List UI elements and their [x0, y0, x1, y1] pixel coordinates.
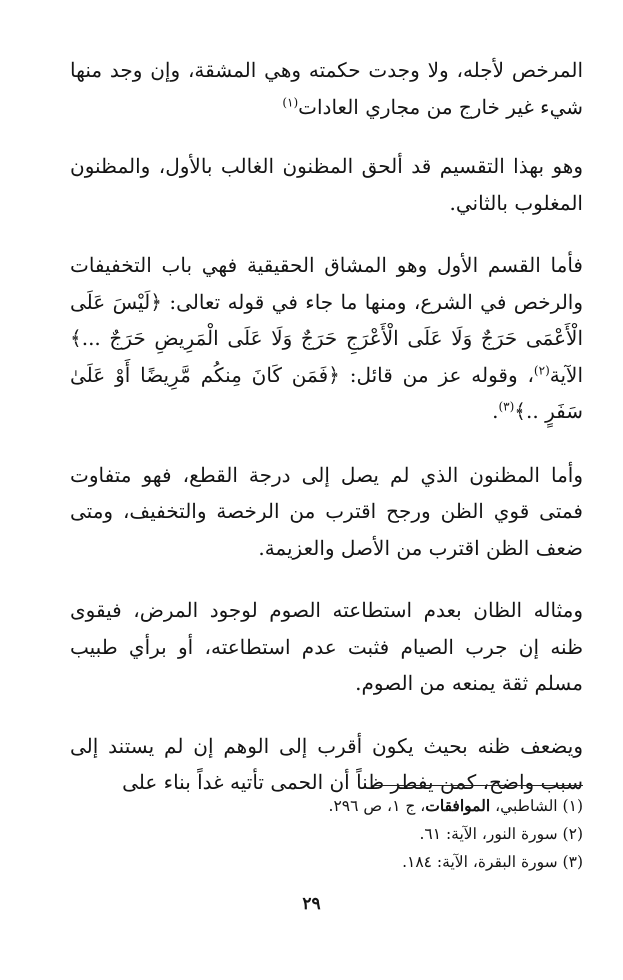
verse-1-label: الآية: [549, 362, 584, 387]
paragraph-1-text: المرخص لأجله، ولا وجدت حكمته وهي المشقة، وإن وجد منها شيء غير خارج من مجاري العادات: [70, 58, 583, 119]
paragraph-5-text: ومثاله الظان بعدم استطاعته الصوم لوجود المرض، فيقوى ظنه إن جرب الصيام فثبت عدم استطاعته، أو برأي طبيب مسلم ثقة يمنعه من الصوم.: [70, 598, 583, 695]
footnote-ref-1: (١): [282, 94, 299, 109]
paragraph-5: [70, 592, 583, 702]
paragraph-3-intro: فأما القسم الأول وهو المشاق الحقيقية فهي باب التخفيفات والرخص في الشرع، ومنها ما جاء في قوله تعالى:: [70, 253, 584, 314]
main-text: [70, 52, 583, 801]
quran-verse-1: لَيْسَ عَلَى الْأَعْمَى حَرَجٌ وَلَا عَلَى الْأَعْرَجِ حَرَجٌ وَلَا عَلَى الْمَرِيضِ حَرَجٌ ...: [70, 289, 583, 350]
footnote-ref-2: (٢): [533, 362, 550, 377]
quran-bracket-close-2: ﴾: [514, 399, 527, 423]
footnote-3: [70, 848, 583, 876]
footnote-text-end: ، ج ١، ص ٢٩٦.: [328, 797, 426, 815]
paragraph-3: [70, 247, 583, 430]
paragraph-4: [70, 457, 583, 567]
paragraph-4-text: وأما المظنون الذي لم يصل إلى درجة القطع، فهو متفاوت فمتى قوي الظن ورجح اقترب من الرخصة والتخفيف، ومتى ضعف الظن اقترب من الأصل والعزيمة.: [70, 462, 583, 560]
footnote-separator: [371, 785, 583, 786]
footnote-number: (٢): [562, 825, 583, 843]
quran-bracket-close: ﴾: [70, 326, 82, 350]
paragraph-3-middle: ، وقوله عز من قائل:: [339, 362, 534, 387]
paragraph-2: [70, 148, 583, 221]
footnote-ref-3: (٣): [498, 399, 515, 414]
quran-bracket-open: ﴿: [150, 289, 162, 314]
paragraph-2-text: وهو بهذا التقسيم قد ألحق المظنون الغالب بالأول، والمظنون المغلوب بالثاني.: [70, 154, 583, 215]
footnote-text: الشاطبي،: [490, 797, 558, 815]
footnote-number: (١): [562, 797, 583, 815]
footnote-number: (٣): [562, 853, 583, 871]
footnote-text: سورة البقرة، الآية: ١٨٤.: [402, 853, 558, 871]
paragraph-6-text: ويضعف ظنه بحيث يكون أقرب إلى الوهم إن لم يستند إلى سبب واضح، كمن يفطر ظناً أن الحمى تأتيه غداً بناء على: [70, 733, 583, 794]
footnote-book-title: الموافقات: [425, 796, 491, 815]
quran-bracket-open-2: ﴿: [328, 362, 340, 387]
paragraph-1: [70, 52, 583, 125]
paragraph-3-end: .: [492, 399, 499, 423]
quran-verse-2: فَمَن كَانَ مِنكُم مَّرِيضًا أَوْ عَلَىٰ سَفَرٍ ..: [70, 362, 583, 423]
footnote-1: [70, 792, 583, 820]
paragraph-6: [70, 728, 583, 801]
footnote-2: [70, 820, 583, 848]
footnote-text: سورة النور، الآية: ٦١.: [419, 825, 558, 843]
page-number: ٢٩: [302, 894, 321, 914]
footnotes: [70, 792, 583, 876]
